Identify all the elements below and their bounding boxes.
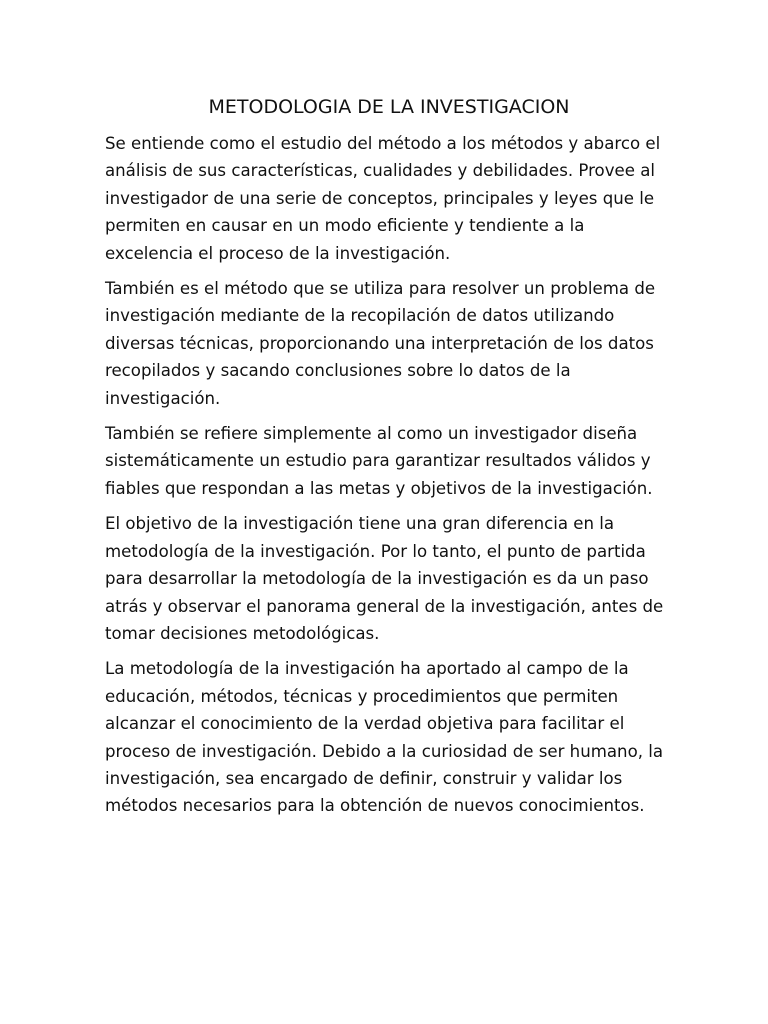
document-title: METODOLOGIA DE LA INVESTIGACION	[208, 96, 570, 118]
document-body	[105, 92, 665, 828]
paragraph-1: Se entiende como el estudio del método a los métodos y abarco el análisis de sus características, cualidades y debilidades. Provee al investigador de una serie de conceptos, principales y leyes que le permiten en causar en un modo eficiente y tendiente a la excelencia el proceso de la investigación.	[105, 134, 661, 263]
paragraph-2: También es el método que se utiliza para resolver un problema de investigación mediante de la recopilación de datos utilizando diversas técnicas, proporcionando una interpretación de los datos recopilados y sacando conclusiones sobre lo datos de la investigación.	[105, 279, 656, 408]
paragraph-4: El objetivo de la investigación tiene una gran diferencia en la metodología de la investigación. Por lo tanto, el punto de partida para desarrollar la metodología de la investigación es da un paso atrás y observar el panorama general de la investigación, antes de tomar decisiones metodológicas.	[105, 514, 664, 643]
paragraph-5: La metodología de la investigación ha aportado al campo de la educación, métodos, técnicas y procedimientos que permiten alcanzar el conocimiento de la verdad objetiva para facilitar el proceso de investigación. Debido a la curiosidad de ser humano, la investigación, sea encargado de definir, construir y validar los métodos necesarios para la obtención de nuevos conocimientos.	[105, 659, 664, 816]
paragraph-3: También se refiere simplemente al como un investigador diseña sistemáticamente un estudio para garantizar resultados válidos y fiables que respondan a las metas y objetivos de la investigación.	[105, 424, 653, 498]
